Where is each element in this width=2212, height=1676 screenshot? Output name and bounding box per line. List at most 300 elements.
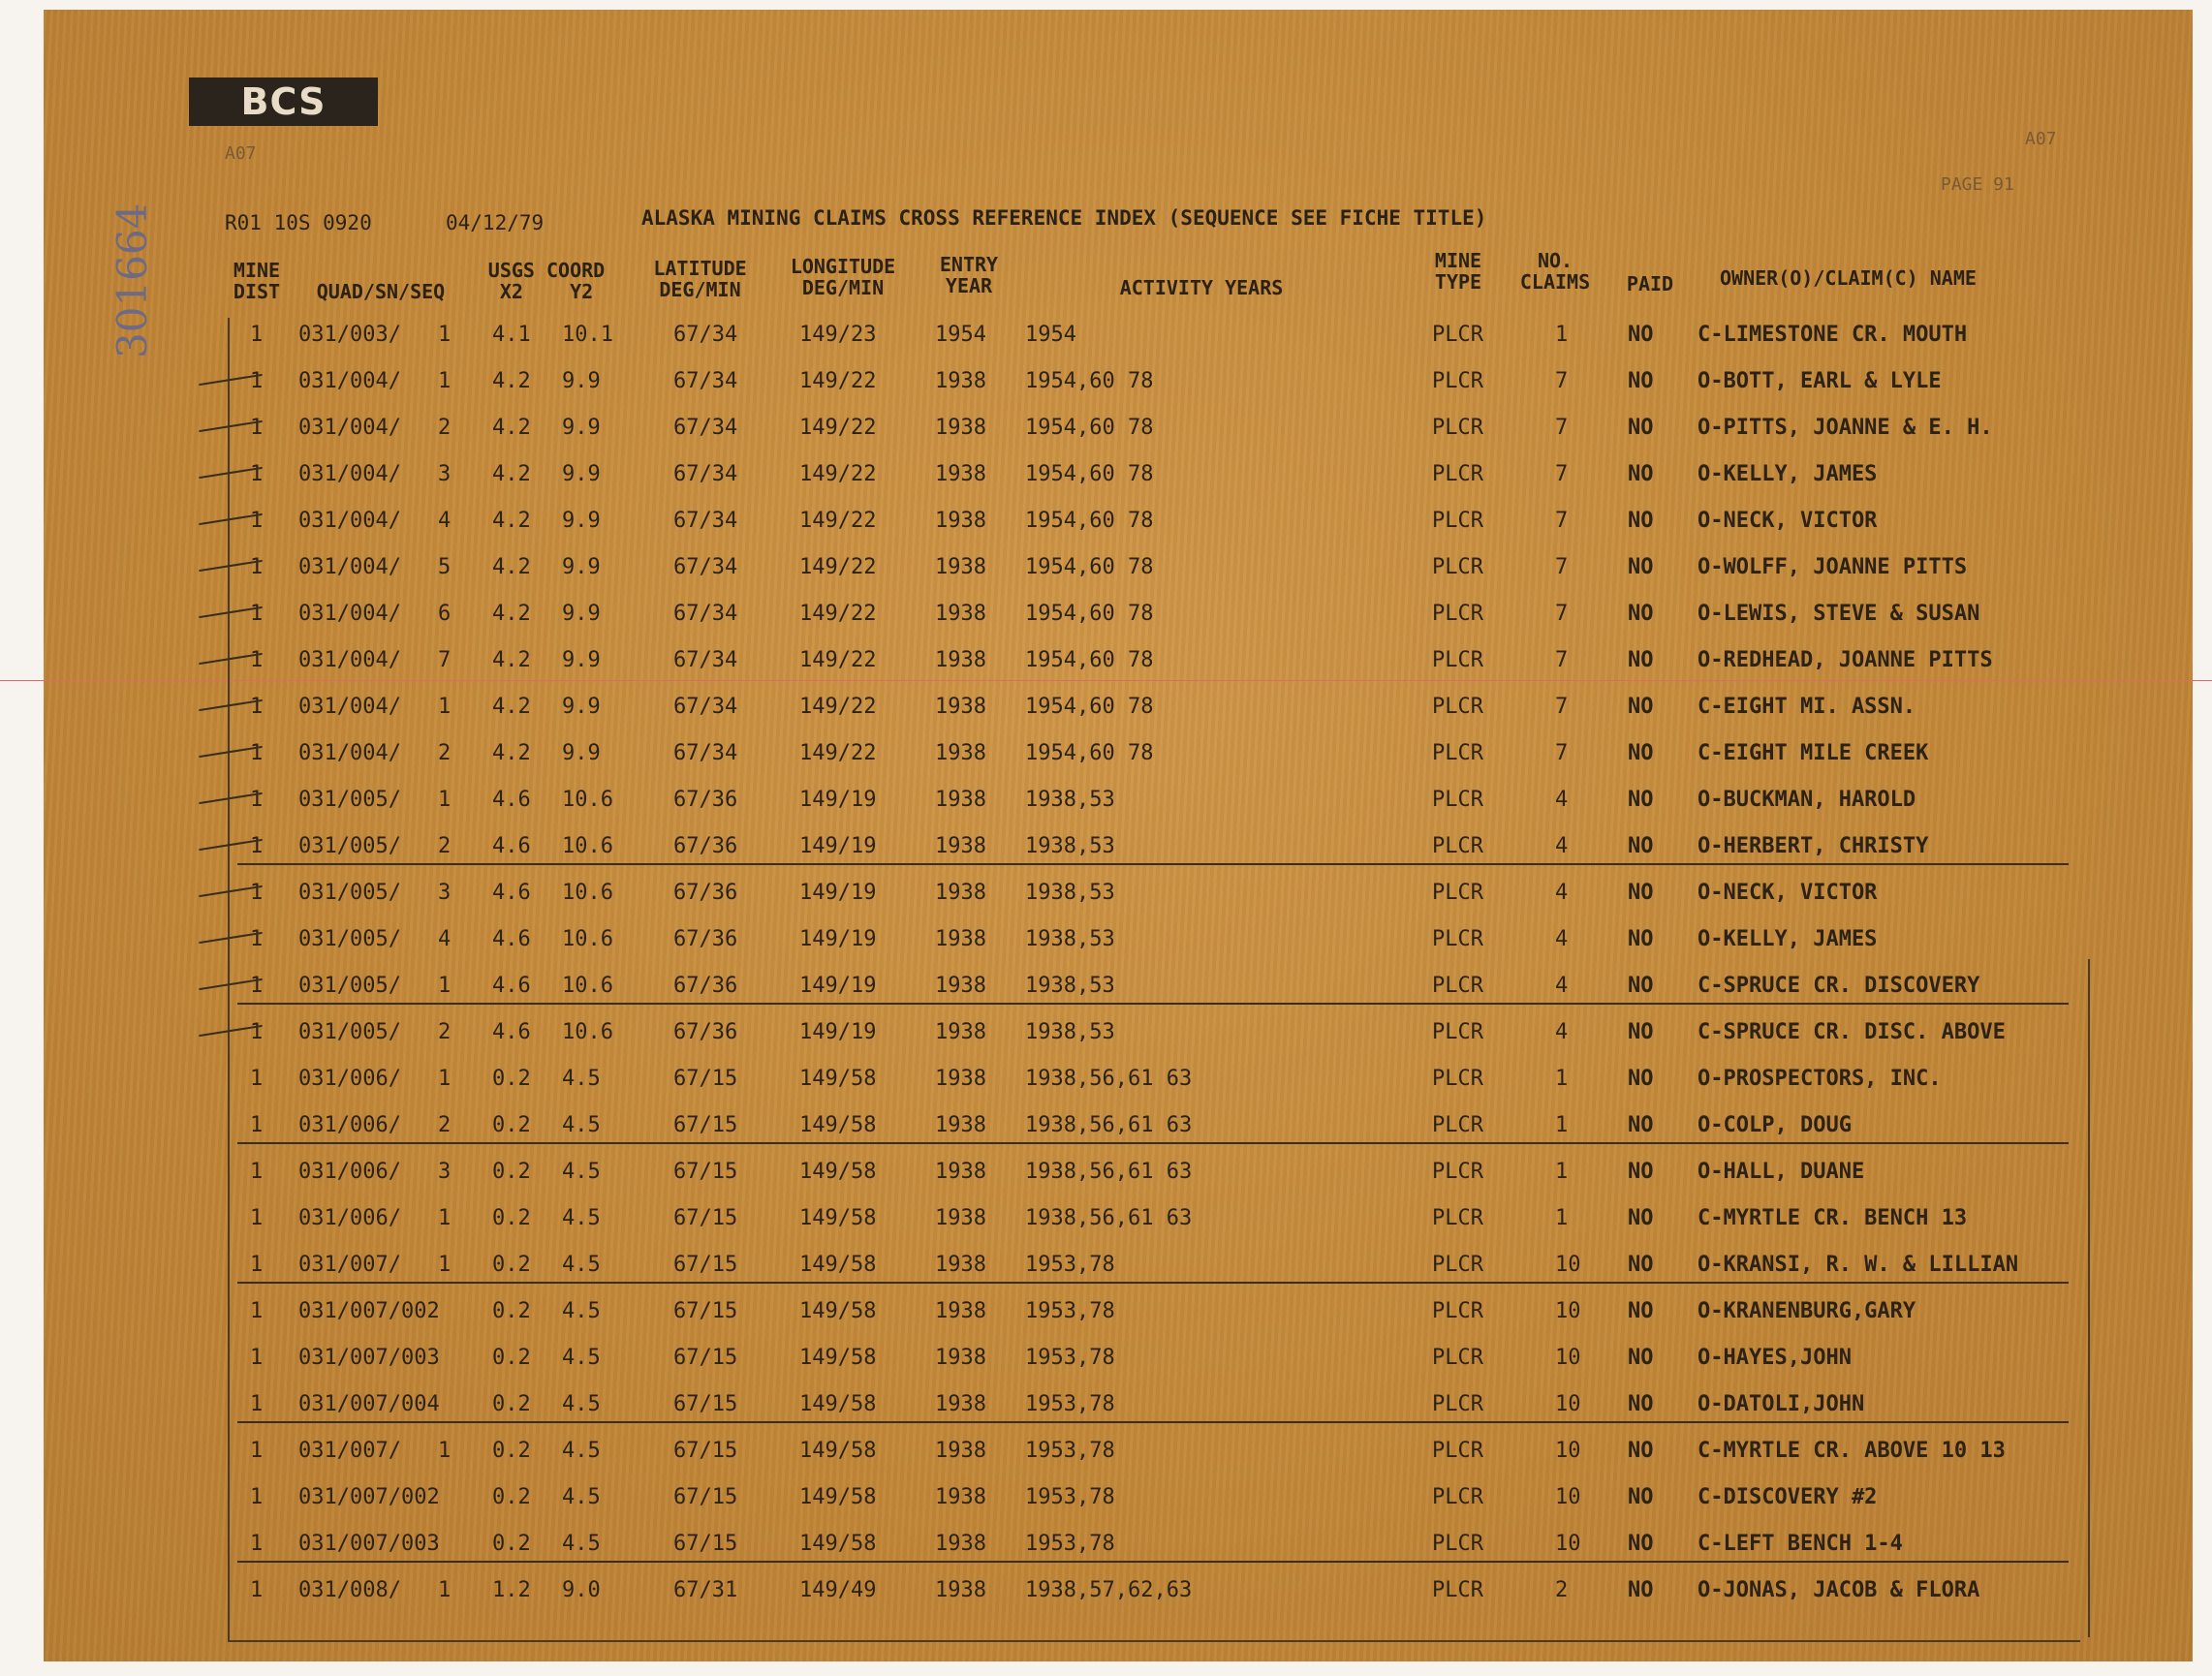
cell-type: PLCR [1432, 648, 1483, 672]
cell-dist: 1 [250, 1206, 264, 1230]
cell-paid: NO [1628, 1253, 1654, 1277]
cell-type: PLCR [1432, 1067, 1483, 1091]
cell-seq: 4 [438, 927, 452, 951]
cell-paid: NO [1628, 555, 1654, 579]
cell-activity: 1953,78 [1025, 1532, 1115, 1556]
cell-lat: 67/15 [673, 1067, 738, 1091]
cell-seq: 1 [438, 788, 452, 812]
cell-x2: 4.2 [492, 555, 531, 579]
cell-seq: 1 [438, 369, 452, 393]
report-date: 04/12/79 [446, 211, 545, 234]
cell-seq: 2 [438, 741, 452, 765]
cell-dist: 1 [250, 927, 264, 951]
cell-dist: 1 [250, 462, 264, 486]
cell-claims: 4 [1555, 974, 1569, 998]
cell-lat: 67/15 [673, 1299, 738, 1323]
cell-quad: 031/005/ [298, 881, 401, 905]
cell-lon: 149/22 [799, 462, 877, 486]
col-longitude: LONGITUDE DEG/MIN [790, 255, 896, 299]
cell-paid: NO [1628, 369, 1654, 393]
cell-claims: 4 [1555, 1020, 1569, 1044]
cell-owner: O-KELLY, JAMES [1698, 927, 1878, 951]
table-row [0, 1160, 2212, 1193]
bcs-logo: BCS [189, 78, 378, 126]
cell-type: PLCR [1432, 974, 1483, 998]
cell-entry: 1938 [935, 1532, 986, 1556]
cell-dist: 1 [250, 1020, 264, 1044]
col-owner: OWNER(O)/CLAIM(C) NAME [1720, 266, 1977, 290]
cell-claims: 4 [1555, 927, 1569, 951]
cell-lat: 67/15 [673, 1160, 738, 1184]
code-right: A07 [2025, 129, 2057, 149]
cell-quad: 031/007/004 [298, 1392, 440, 1416]
cell-activity: 1953,78 [1025, 1392, 1115, 1416]
cell-owner: O-DATOLI,JOHN [1698, 1392, 1865, 1416]
cell-type: PLCR [1432, 695, 1483, 719]
cell-activity: 1954 [1025, 323, 1076, 347]
col-mine-dist: MINE DIST [233, 259, 281, 303]
cell-lon: 149/58 [799, 1439, 877, 1463]
cell-type: PLCR [1432, 1439, 1483, 1463]
table-row [0, 1346, 2212, 1379]
cell-lat: 67/15 [673, 1485, 738, 1509]
cell-claims: 1 [1555, 1067, 1569, 1091]
cell-lon: 149/22 [799, 648, 877, 672]
handwritten-stamp: 301664 [109, 202, 156, 358]
cell-lat: 67/15 [673, 1253, 738, 1277]
table-row [0, 881, 2212, 914]
cell-x2: 0.2 [492, 1299, 531, 1323]
cell-claims: 7 [1555, 648, 1569, 672]
cell-activity: 1938,53 [1025, 834, 1115, 858]
cell-owner: C-MYRTLE CR. ABOVE 10 13 [1698, 1439, 2006, 1463]
cell-claims: 1 [1555, 1160, 1569, 1184]
cell-x2: 4.2 [492, 462, 531, 486]
cell-x2: 4.6 [492, 881, 531, 905]
cell-entry: 1938 [935, 1160, 986, 1184]
cell-entry: 1938 [935, 927, 986, 951]
cell-type: PLCR [1432, 462, 1483, 486]
cell-quad: 031/004/ [298, 509, 401, 533]
cell-lat: 67/34 [673, 369, 738, 393]
cell-seq: 2 [438, 416, 452, 440]
cell-lat: 67/34 [673, 509, 738, 533]
cell-quad: 031/007/ [298, 1439, 401, 1463]
table-row [0, 788, 2212, 821]
cell-owner: O-JONAS, JACOB & FLORA [1698, 1578, 1980, 1602]
col-quad: QUAD/SN/SEQ [316, 280, 446, 303]
cell-type: PLCR [1432, 881, 1483, 905]
cell-lon: 149/22 [799, 741, 877, 765]
cell-entry: 1938 [935, 974, 986, 998]
cell-entry: 1938 [935, 462, 986, 486]
cell-dist: 1 [250, 323, 264, 347]
cell-dist: 1 [250, 1439, 264, 1463]
cell-seq: 1 [438, 695, 452, 719]
table-row [0, 1253, 2212, 1286]
cell-activity: 1938,53 [1025, 974, 1115, 998]
cell-lat: 67/15 [673, 1346, 738, 1370]
cell-y2: 4.5 [562, 1485, 601, 1509]
cell-quad: 031/006/ [298, 1160, 401, 1184]
cell-y2: 9.9 [562, 462, 601, 486]
cell-claims: 10 [1555, 1253, 1581, 1277]
cell-lon: 149/19 [799, 788, 877, 812]
cell-owner: C-SPRUCE CR. DISC. ABOVE [1698, 1020, 2006, 1044]
cell-entry: 1938 [935, 369, 986, 393]
code-left: A07 [225, 143, 257, 164]
cell-quad: 031/005/ [298, 788, 401, 812]
col-entry-year: ENTRY YEAR [939, 253, 999, 297]
cell-y2: 9.9 [562, 416, 601, 440]
cell-y2: 4.5 [562, 1253, 601, 1277]
cell-activity: 1953,78 [1025, 1299, 1115, 1323]
cell-lat: 67/31 [673, 1578, 738, 1602]
cell-claims: 7 [1555, 416, 1569, 440]
cell-type: PLCR [1432, 1253, 1483, 1277]
cell-activity: 1954,60 78 [1025, 369, 1154, 393]
cell-x2: 4.6 [492, 974, 531, 998]
table-row [0, 927, 2212, 960]
cell-seq: 7 [438, 648, 452, 672]
cell-x2: 4.6 [492, 1020, 531, 1044]
cell-seq: 1 [438, 1206, 452, 1230]
cell-lon: 149/19 [799, 834, 877, 858]
cell-entry: 1938 [935, 1299, 986, 1323]
cell-activity: 1938,53 [1025, 927, 1115, 951]
cell-lat: 67/15 [673, 1392, 738, 1416]
cell-owner: O-LEWIS, STEVE & SUSAN [1698, 602, 1980, 626]
cell-dist: 1 [250, 1299, 264, 1323]
cell-quad: 031/006/ [298, 1206, 401, 1230]
cell-paid: NO [1628, 323, 1654, 347]
cell-lon: 149/58 [799, 1346, 877, 1370]
table-row [0, 1206, 2212, 1239]
cell-seq: 3 [438, 1160, 452, 1184]
cell-y2: 4.5 [562, 1392, 601, 1416]
cell-owner: O-BOTT, EARL & LYLE [1698, 369, 1942, 393]
cell-activity: 1954,60 78 [1025, 416, 1154, 440]
cell-claims: 7 [1555, 369, 1569, 393]
strikethrough-line [237, 1003, 2069, 1005]
cell-entry: 1938 [935, 1253, 986, 1277]
cell-owner: O-NECK, VICTOR [1698, 881, 1878, 905]
table-row [0, 369, 2212, 402]
table-row [0, 1067, 2212, 1100]
cell-x2: 0.2 [492, 1485, 531, 1509]
cell-quad: 031/005/ [298, 1020, 401, 1044]
cell-paid: NO [1628, 1206, 1654, 1230]
cell-paid: NO [1628, 462, 1654, 486]
cell-entry: 1938 [935, 834, 986, 858]
cell-owner: C-SPRUCE CR. DISCOVERY [1698, 974, 1980, 998]
table-row [0, 1299, 2212, 1332]
cell-x2: 4.6 [492, 927, 531, 951]
cell-type: PLCR [1432, 834, 1483, 858]
cell-dist: 1 [250, 881, 264, 905]
cell-entry: 1938 [935, 1485, 986, 1509]
cell-x2: 0.2 [492, 1160, 531, 1184]
cell-x2: 4.2 [492, 509, 531, 533]
cell-y2: 10.6 [562, 927, 613, 951]
cell-quad: 031/007/002 [298, 1485, 440, 1509]
cell-lat: 67/34 [673, 462, 738, 486]
cell-type: PLCR [1432, 788, 1483, 812]
cell-paid: NO [1628, 1113, 1654, 1137]
cell-lon: 149/22 [799, 369, 877, 393]
cell-seq: 2 [438, 834, 452, 858]
cell-activity: 1954,60 78 [1025, 648, 1154, 672]
cell-type: PLCR [1432, 1392, 1483, 1416]
cell-dist: 1 [250, 974, 264, 998]
cell-lon: 149/22 [799, 555, 877, 579]
cell-y2: 9.0 [562, 1578, 601, 1602]
cell-type: PLCR [1432, 555, 1483, 579]
cell-paid: NO [1628, 741, 1654, 765]
cell-owner: C-EIGHT MILE CREEK [1698, 741, 1929, 765]
cell-entry: 1938 [935, 1206, 986, 1230]
strikethrough-line [237, 1282, 2069, 1284]
cell-claims: 10 [1555, 1439, 1581, 1463]
cell-claims: 4 [1555, 881, 1569, 905]
cell-owner: O-WOLFF, JOANNE PITTS [1698, 555, 1968, 579]
cell-x2: 4.1 [492, 323, 531, 347]
report-title: ALASKA MINING CLAIMS CROSS REFERENCE INDEX (SEQUENCE SEE FICHE TITLE) [641, 206, 1487, 230]
table-row [0, 648, 2212, 681]
cell-x2: 0.2 [492, 1067, 531, 1091]
cell-quad: 031/004/ [298, 602, 401, 626]
cell-lon: 149/58 [799, 1485, 877, 1509]
cell-lon: 149/23 [799, 323, 877, 347]
cell-claims: 1 [1555, 323, 1569, 347]
cell-owner: O-COLP, DOUG [1698, 1113, 1852, 1137]
cell-type: PLCR [1432, 1578, 1483, 1602]
cell-claims: 7 [1555, 695, 1569, 719]
cell-lon: 149/58 [799, 1392, 877, 1416]
cell-type: PLCR [1432, 1206, 1483, 1230]
cell-activity: 1938,56,61 63 [1025, 1067, 1193, 1091]
cell-quad: 031/005/ [298, 834, 401, 858]
cell-claims: 4 [1555, 788, 1569, 812]
cell-y2: 10.6 [562, 1020, 613, 1044]
cell-seq: 3 [438, 881, 452, 905]
cell-x2: 1.2 [492, 1578, 531, 1602]
cell-y2: 10.1 [562, 323, 613, 347]
cell-seq: 1 [438, 1067, 452, 1091]
cell-lat: 67/15 [673, 1113, 738, 1137]
cell-lat: 67/15 [673, 1532, 738, 1556]
cell-y2: 4.5 [562, 1206, 601, 1230]
cell-x2: 0.2 [492, 1113, 531, 1137]
cell-dist: 1 [250, 369, 264, 393]
cell-dist: 1 [250, 834, 264, 858]
cell-quad: 031/007/002 [298, 1299, 440, 1323]
cell-activity: 1938,53 [1025, 881, 1115, 905]
cell-entry: 1938 [935, 555, 986, 579]
table-row [0, 974, 2212, 1007]
cell-type: PLCR [1432, 1299, 1483, 1323]
cell-x2: 4.6 [492, 788, 531, 812]
cell-y2: 9.9 [562, 741, 601, 765]
cell-seq: 5 [438, 555, 452, 579]
cell-dist: 1 [250, 509, 264, 533]
cell-quad: 031/004/ [298, 416, 401, 440]
cell-type: PLCR [1432, 1160, 1483, 1184]
cell-type: PLCR [1432, 1346, 1483, 1370]
cell-paid: NO [1628, 788, 1654, 812]
cell-quad: 031/004/ [298, 648, 401, 672]
cell-seq: 6 [438, 602, 452, 626]
cell-lon: 149/19 [799, 927, 877, 951]
cell-y2: 9.9 [562, 555, 601, 579]
cell-dist: 1 [250, 1346, 264, 1370]
cell-quad: 031/003/ [298, 323, 401, 347]
cell-seq: 1 [438, 1578, 452, 1602]
cell-owner: O-PROSPECTORS, INC. [1698, 1067, 1942, 1091]
cell-dist: 1 [250, 416, 264, 440]
cell-lat: 67/15 [673, 1206, 738, 1230]
cell-dist: 1 [250, 1578, 264, 1602]
cell-quad: 031/007/ [298, 1253, 401, 1277]
report-id: R01 10S 0920 [225, 211, 372, 234]
cell-x2: 0.2 [492, 1206, 531, 1230]
cell-y2: 9.9 [562, 369, 601, 393]
cell-dist: 1 [250, 1392, 264, 1416]
table-row [0, 509, 2212, 542]
cell-type: PLCR [1432, 1485, 1483, 1509]
cell-lon: 149/22 [799, 602, 877, 626]
col-latitude: LATITUDE DEG/MIN [653, 257, 747, 301]
table-row [0, 602, 2212, 635]
cell-quad: 031/006/ [298, 1067, 401, 1091]
cell-dist: 1 [250, 1160, 264, 1184]
cell-seq: 1 [438, 1253, 452, 1277]
cell-owner: O-KRANENBURG,GARY [1698, 1299, 1916, 1323]
cell-seq: 1 [438, 1439, 452, 1463]
cell-x2: 4.2 [492, 741, 531, 765]
table-row [0, 741, 2212, 774]
cell-owner: O-PITTS, JOANNE & E. H. [1698, 416, 1993, 440]
cell-activity: 1953,78 [1025, 1485, 1115, 1509]
cell-owner: C-LIMESTONE CR. MOUTH [1698, 323, 1968, 347]
cell-seq: 4 [438, 509, 452, 533]
cell-owner: O-KELLY, JAMES [1698, 462, 1878, 486]
cell-lon: 149/19 [799, 1020, 877, 1044]
cell-dist: 1 [250, 648, 264, 672]
cell-claims: 7 [1555, 462, 1569, 486]
cell-lat: 67/36 [673, 927, 738, 951]
cell-lon: 149/58 [799, 1160, 877, 1184]
cell-type: PLCR [1432, 602, 1483, 626]
cell-quad: 031/006/ [298, 1113, 401, 1137]
cell-lat: 67/15 [673, 1439, 738, 1463]
cell-type: PLCR [1432, 1113, 1483, 1137]
cell-type: PLCR [1432, 509, 1483, 533]
cell-lat: 67/36 [673, 834, 738, 858]
cell-x2: 0.2 [492, 1392, 531, 1416]
cell-activity: 1954,60 78 [1025, 695, 1154, 719]
cell-lon: 149/22 [799, 416, 877, 440]
cell-paid: NO [1628, 881, 1654, 905]
cell-entry: 1938 [935, 1020, 986, 1044]
cell-type: PLCR [1432, 323, 1483, 347]
cell-paid: NO [1628, 927, 1654, 951]
cell-paid: NO [1628, 416, 1654, 440]
cell-activity: 1954,60 78 [1025, 602, 1154, 626]
cell-y2: 9.9 [562, 602, 601, 626]
table-row [0, 695, 2212, 728]
cell-quad: 031/007/003 [298, 1346, 440, 1370]
cell-claims: 1 [1555, 1206, 1569, 1230]
cell-type: PLCR [1432, 741, 1483, 765]
table-row [0, 1020, 2212, 1053]
strikethrough-line [237, 863, 2069, 865]
cell-paid: NO [1628, 1392, 1654, 1416]
cell-paid: NO [1628, 834, 1654, 858]
cell-quad: 031/007/003 [298, 1532, 440, 1556]
cell-y2: 10.6 [562, 881, 613, 905]
cell-claims: 7 [1555, 602, 1569, 626]
cell-activity: 1953,78 [1025, 1439, 1115, 1463]
cell-quad: 031/004/ [298, 741, 401, 765]
cell-quad: 031/004/ [298, 369, 401, 393]
cell-owner: O-NECK, VICTOR [1698, 509, 1878, 533]
cell-x2: 4.2 [492, 369, 531, 393]
cell-type: PLCR [1432, 1532, 1483, 1556]
cell-entry: 1938 [935, 741, 986, 765]
cell-claims: 10 [1555, 1392, 1581, 1416]
cell-claims: 1 [1555, 1113, 1569, 1137]
cell-seq: 1 [438, 323, 452, 347]
cell-dist: 1 [250, 602, 264, 626]
cell-lat: 67/34 [673, 648, 738, 672]
cell-activity: 1954,60 78 [1025, 509, 1154, 533]
cell-x2: 0.2 [492, 1439, 531, 1463]
cell-x2: 4.2 [492, 602, 531, 626]
cell-type: PLCR [1432, 369, 1483, 393]
cell-x2: 0.2 [492, 1346, 531, 1370]
cell-x2: 0.2 [492, 1532, 531, 1556]
cell-lat: 67/36 [673, 881, 738, 905]
cell-activity: 1954,60 78 [1025, 462, 1154, 486]
cell-x2: 4.2 [492, 416, 531, 440]
col-paid: PAID [1626, 272, 1674, 295]
cell-type: PLCR [1432, 1020, 1483, 1044]
cell-owner: C-EIGHT MI. ASSN. [1698, 695, 1916, 719]
cell-entry: 1938 [935, 1346, 986, 1370]
cell-dist: 1 [250, 788, 264, 812]
cell-activity: 1954,60 78 [1025, 741, 1154, 765]
cell-x2: 0.2 [492, 1253, 531, 1277]
cell-claims: 10 [1555, 1299, 1581, 1323]
cell-y2: 4.5 [562, 1346, 601, 1370]
cell-entry: 1938 [935, 1113, 986, 1137]
cell-lon: 149/49 [799, 1578, 877, 1602]
cell-owner: O-HALL, DUANE [1698, 1160, 1865, 1184]
table-row [0, 1578, 2212, 1611]
cell-y2: 9.9 [562, 695, 601, 719]
cell-seq: 3 [438, 462, 452, 486]
cell-owner: C-DISCOVERY #2 [1698, 1485, 1878, 1509]
cell-lon: 149/58 [799, 1113, 877, 1137]
cell-dist: 1 [250, 1532, 264, 1556]
cell-claims: 10 [1555, 1532, 1581, 1556]
table-row [0, 1392, 2212, 1425]
cell-claims: 10 [1555, 1346, 1581, 1370]
col-usgs: USGS COORD X2 Y2 [487, 259, 606, 303]
table-row [0, 1113, 2212, 1146]
cell-y2: 4.5 [562, 1113, 601, 1137]
